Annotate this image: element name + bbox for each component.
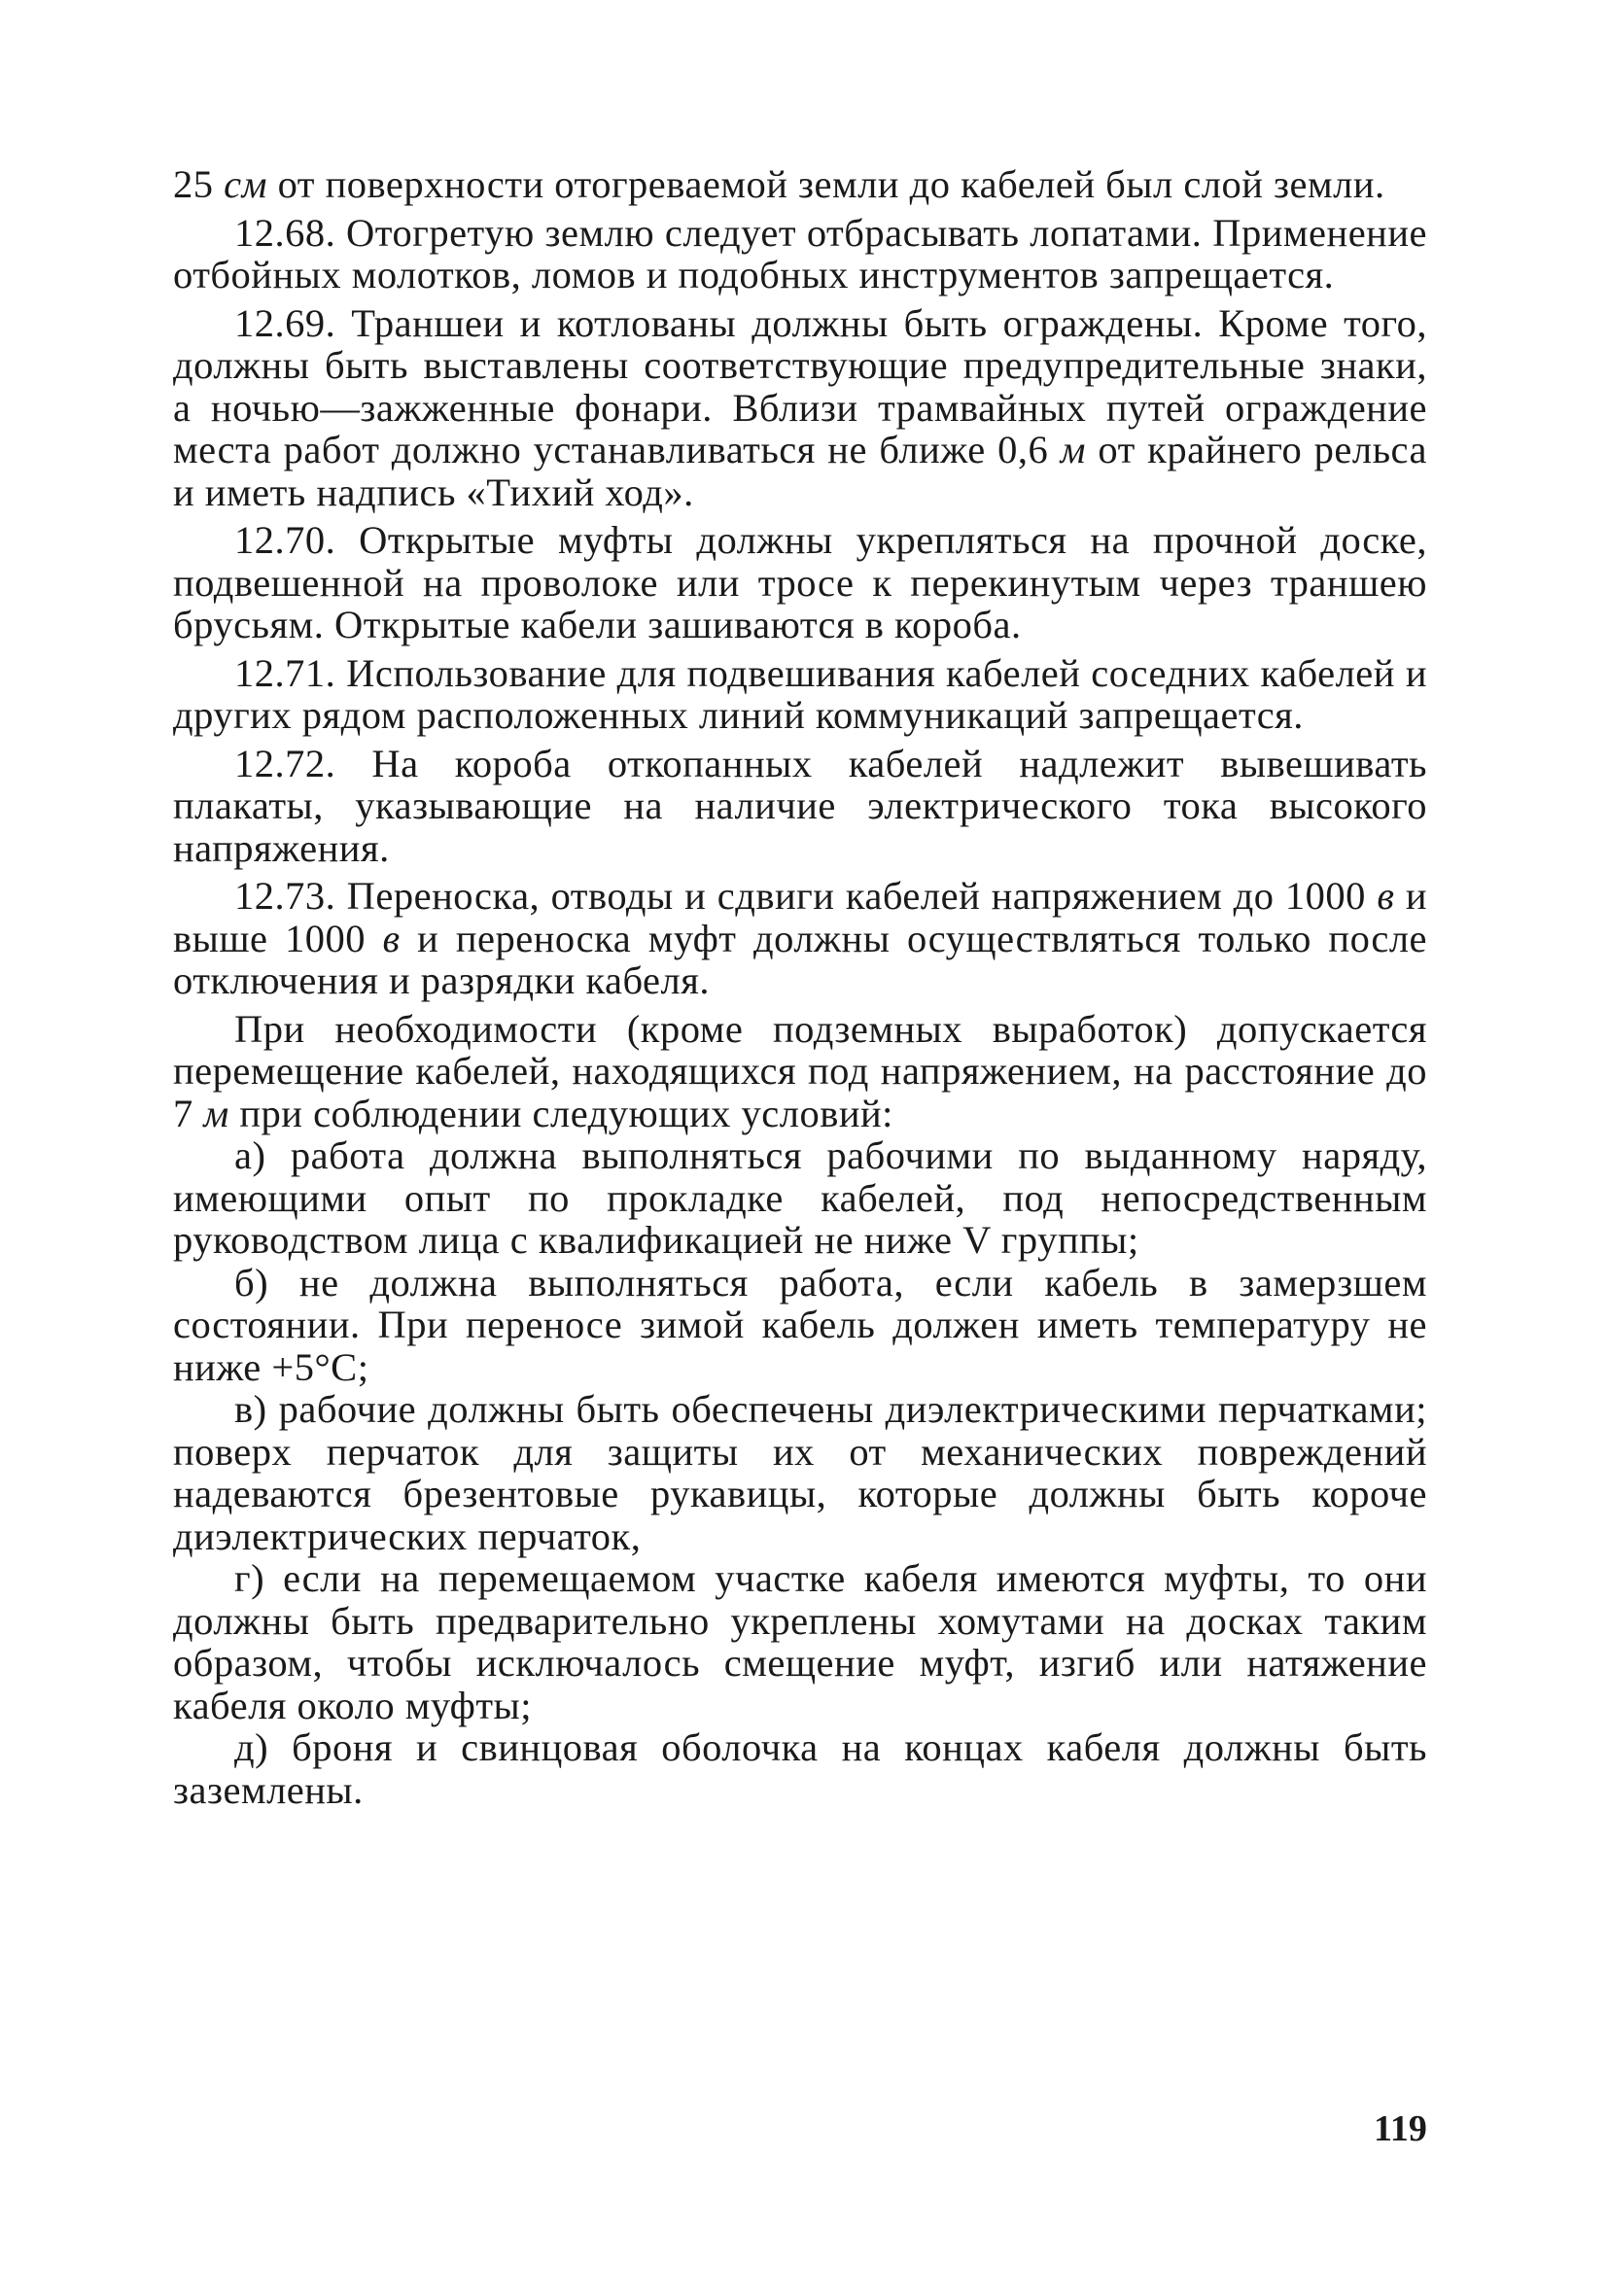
text-run: д) броня и свинцовая оболочка на концах кабеля должны быть заземлены. <box>173 1725 1427 1812</box>
unit-m: м <box>1060 428 1086 471</box>
text-run: 25 <box>173 162 225 206</box>
text-run: 12.73. Переноска, отводы и сдвиги кабелей напряжением до 1000 <box>234 874 1378 918</box>
list-item-a <box>173 1134 1427 1262</box>
text-run: в) рабочие должны быть обеспечены диэлектрическими перчатками; поверх перчаток для защиты их от механических повреждений надеваются брезентовые рукавицы, которые должны быть короче диэлектрических перчаток, <box>173 1387 1427 1558</box>
text-run: 12.72. На короба откопанных кабелей надлежит вывешивать плакаты, указывающие на наличие электрического тока высокого напряжения. <box>173 741 1427 870</box>
paragraph-12-71 <box>173 652 1427 737</box>
unit-cm: см <box>224 162 267 206</box>
text-run: и выше 1000 <box>173 874 1427 960</box>
list-item-v <box>173 1388 1427 1557</box>
paragraph-12-72 <box>173 743 1427 870</box>
text-run: и переноска муфт должны осуществляться только после отключения и разрядки кабеля. <box>173 916 1428 1002</box>
unit-v: в <box>382 916 401 960</box>
paragraph-12-69 <box>173 302 1427 514</box>
text-run: от крайнего рельса и иметь надпись «Тихий ход». <box>173 428 1427 514</box>
text-run: 12.68. Отогретую землю следует отбрасывать лопатами. Применение отбойных молотков, ломов и подобных инструментов запрещается. <box>173 210 1427 296</box>
text-run: при соблюдении следующих условий: <box>228 1091 893 1135</box>
paragraph-continuation <box>173 163 1427 206</box>
list-item-b <box>173 1262 1427 1389</box>
text-run: г) если на перемещаемом участке кабеля имеются муфты, то они должны быть предварительно укреплены хомутами на досках таким образом, чтобы исключалось смещение муфт, изгиб или натяжение кабеля около муфты; <box>173 1556 1427 1727</box>
paragraph-12-68 <box>173 212 1427 296</box>
text-run: 12.71. Использование для подвешивания кабелей соседних кабелей и других рядом расположенных линий коммуникаций запрещается. <box>173 650 1427 737</box>
text-run: При необходимости (кроме подземных выработок) допускается перемещение кабелей, находящихся под напряжением, на расстояние до 7 <box>173 1006 1427 1135</box>
text-run: 12.69. Траншеи и котлованы должны быть ограждены. Кроме того, должны быть выставлены соответствующие предупредительные знаки, а ночью—зажженные фонари. Вблизи трамвайных путей ограждение места работ должно устанавливаться не ближе 0,6 <box>173 300 1427 471</box>
unit-m: м <box>203 1091 229 1135</box>
text-run: б) не должна выполняться работа, если кабель в замерзшем состоянии. При переносе зимой кабель должен иметь температуру не ниже +5°С; <box>173 1260 1427 1389</box>
list-item-d <box>173 1726 1427 1811</box>
text-run: 12.70. Открытые муфты должны укрепляться на прочной доске, подвешенной на проволоке или тросе к перекинутым через траншею брусьям. Открытые кабели зашиваются в короба. <box>173 518 1427 646</box>
unit-v: в <box>1377 874 1395 918</box>
text-run: от поверхности отогреваемой земли до кабелей был слой земли. <box>266 162 1385 206</box>
paragraph-conditions <box>173 1008 1427 1135</box>
text-run: а) работа должна выполняться рабочими по выданному наряду, имеющими опыт по прокладке кабелей, под непосредственным руководством лица с квалификацией не ниже V группы; <box>173 1133 1427 1262</box>
paragraph-12-73 <box>173 875 1427 1002</box>
list-item-g <box>173 1557 1427 1726</box>
page-number: 119 <box>1374 2108 1427 2149</box>
paragraph-12-70 <box>173 519 1427 646</box>
body-text <box>173 163 1427 1811</box>
